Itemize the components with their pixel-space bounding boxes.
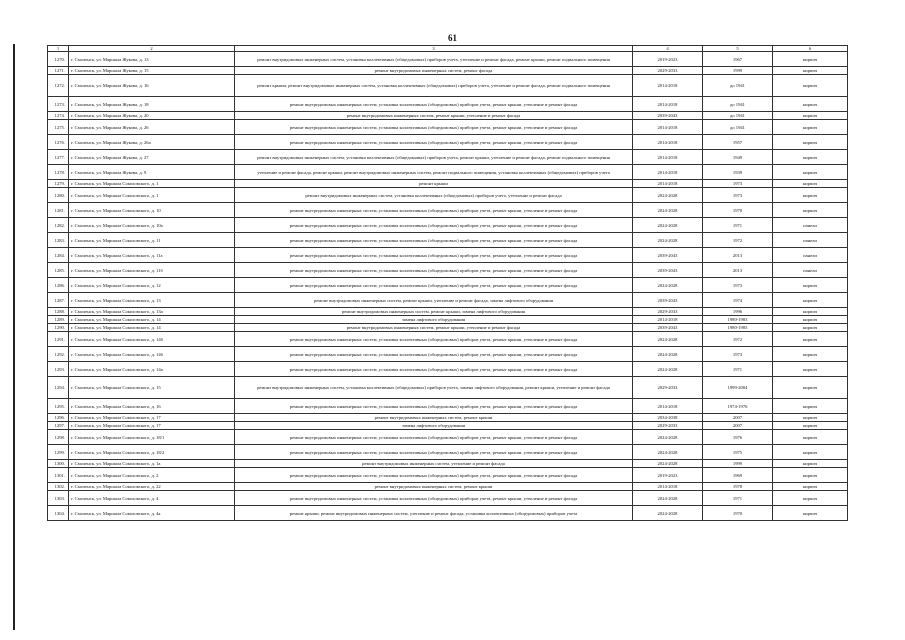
- row-number: 1288.: [48, 308, 69, 316]
- table-row: [48, 468, 848, 483]
- address-cell: г. Смоленск, ул. Маршала Соколовского, д. 17: [69, 422, 235, 430]
- table-row: [48, 150, 848, 165]
- address-cell: г. Смоленск, ул. Маршала Соколовского, д. 11: [69, 233, 235, 248]
- work-type-cell: ремонт внутридомовых инженерных систем, установка коллективных (общедомовых) приборов учета, ремонт крыши, утепление и ремонт фасада: [235, 218, 633, 233]
- address-cell: г. Смоленск, ул. Маршала Соколовского, д. 1: [69, 180, 235, 188]
- address-cell: г. Смоленск, ул. Маршала Соколовского, д. 11а: [69, 248, 235, 263]
- table-row: [48, 377, 848, 399]
- address-cell: г. Смоленск, ул. Маршала Соколовского, д. 11б: [69, 263, 235, 278]
- row-number: 1287.: [48, 293, 69, 308]
- address-cell: г. Смоленск, ул. Маршала Соколовского, д. 12: [69, 278, 235, 293]
- build-year-cell: 1971: [703, 362, 773, 377]
- row-number: 1272.: [48, 75, 69, 97]
- wall-material-cell: кирпич: [773, 399, 848, 414]
- period-cell: 2039-2043: [633, 263, 703, 278]
- work-type-cell: ремонт внутридомовых инженерных систем, установка коллективных (общедомовых) приборов учета, ремонт крыши, утепление и ремонт фасада: [235, 263, 633, 278]
- table-row: [48, 180, 848, 188]
- build-year-cell: 1999: [703, 67, 773, 75]
- table-row: [48, 430, 848, 445]
- page-number: 61: [448, 33, 457, 43]
- address-cell: г. Смоленск, ул. Маршала Соколовского, д. 15: [69, 377, 235, 399]
- address-cell: г. Смоленск, ул. Маршала Соколовского, д. 17: [69, 414, 235, 422]
- build-year-cell: 1967: [703, 52, 773, 67]
- build-year-cell: 1939: [703, 165, 773, 180]
- build-year-cell: 2007: [703, 414, 773, 422]
- period-cell: 2024-2028: [633, 188, 703, 203]
- address-cell: г. Смоленск, ул. Маршала Соколовского, д. 16: [69, 399, 235, 414]
- wall-material-cell: кирпич: [773, 422, 848, 430]
- wall-material-cell: кирпич: [773, 414, 848, 422]
- row-number: 1295.: [48, 399, 69, 414]
- row-number: 1278.: [48, 165, 69, 180]
- work-type-cell: ремонт внутридомовых инженерных систем, установка коллективных (общедомовых) приборов учета, ремонт крыши, утепление и ремонт фасада: [235, 362, 633, 377]
- table-row: [48, 278, 848, 293]
- wall-material-cell: кирпич: [773, 188, 848, 203]
- period-cell: 2029-2033: [633, 377, 703, 399]
- address-cell: г. Смоленск, ул. Маршала Соколовского, д. 14: [69, 324, 235, 332]
- wall-material-cell: кирпич: [773, 135, 848, 150]
- address-cell: г. Смоленск, ул. Маршала Соколовского, д. 14б: [69, 332, 235, 347]
- work-type-cell: ремонт внутридомовых инженерных систем, установка коллективных (общедомовых) приборов учета, ремонт крыши, утепление и ремонт фасада: [235, 347, 633, 362]
- table-row: [48, 399, 848, 414]
- build-year-cell: 2013: [703, 248, 773, 263]
- period-cell: 2024-2028: [633, 430, 703, 445]
- build-year-cell: 1980-1983: [703, 324, 773, 332]
- row-number: 1304.: [48, 506, 69, 521]
- address-cell: г. Смоленск, ул. Маршала Соколовского, д. 1а: [69, 460, 235, 468]
- table-row: [48, 332, 848, 347]
- wall-material-cell: кирпич: [773, 460, 848, 468]
- table-row: [48, 491, 848, 506]
- work-type-cell: ремонт внутридомовых инженерных систем, установка коллективных (общедомовых) приборов учета, утепление и ремонт фасада, ремонт крыши, ремонт подвального помещения: [235, 52, 633, 67]
- period-cell: 2024-2028: [633, 445, 703, 460]
- period-cell: 2014-2018: [633, 316, 703, 324]
- wall-material-cell: кирпич: [773, 332, 848, 347]
- address-cell: г. Смоленск, ул. Маршала Соколовского, д. 10а: [69, 218, 235, 233]
- row-number: 1301.: [48, 468, 69, 483]
- row-number: 1297.: [48, 422, 69, 430]
- work-type-cell: ремонт внутридомовых инженерных систем, ремонт крыши: [235, 483, 633, 491]
- work-type-cell: ремонт внутридомовых инженерных систем, установка коллективных (общедомовых) приборов учета, ремонт крыши, утепление и ремонт фасада: [235, 203, 633, 218]
- period-cell: 2029-2033: [633, 67, 703, 75]
- build-year-cell: 1973: [703, 347, 773, 362]
- period-cell: 2024-2028: [633, 491, 703, 506]
- period-cell: 2014-2018: [633, 120, 703, 135]
- table-row: [48, 233, 848, 248]
- table-row: [48, 316, 848, 324]
- build-year-cell: 1973: [703, 188, 773, 203]
- period-cell: 2024-2028: [633, 203, 703, 218]
- period-cell: 2014-2018: [633, 483, 703, 491]
- wall-material-cell: кирпич: [773, 347, 848, 362]
- address-cell: г. Смоленск, ул. Маршала Соколовского, д. 22: [69, 483, 235, 491]
- build-year-cell: 1957: [703, 135, 773, 150]
- wall-material-cell: кирпич: [773, 293, 848, 308]
- build-year-cell: 1972: [703, 233, 773, 248]
- row-number: 1298.: [48, 430, 69, 445]
- table-row: [48, 414, 848, 422]
- wall-material-cell: кирпич: [773, 180, 848, 188]
- build-year-cell: 1976: [703, 430, 773, 445]
- period-cell: 2014-2018: [633, 399, 703, 414]
- work-type-cell: ремонт внутридомовых инженерных систем, ремонт крыши: [235, 414, 633, 422]
- table-row: [48, 483, 848, 491]
- work-type-cell: ремонт внутридомовых инженерных систем, установка коллективных (общедомовых) приборов учета, ремонт крыши, утепление и ремонт фасада: [235, 445, 633, 460]
- work-type-cell: ремонт внутридомовых инженерных систем, установка коллективных (общедомовых) приборов учета, ремонт крыши, утепление и ремонт фасада: [235, 430, 633, 445]
- wall-material-cell: кирпич: [773, 112, 848, 120]
- period-cell: 2014-2018: [633, 75, 703, 97]
- table-row: [48, 347, 848, 362]
- table-row: [48, 506, 848, 521]
- table-row: [48, 263, 848, 278]
- row-number: 1280.: [48, 188, 69, 203]
- work-type-cell: ремонт внутридомовых инженерных систем, установка коллективных (общедомовых) приборов учета, ремонт крыши, утепление и ремонт фасада: [235, 97, 633, 112]
- column-header: 2: [69, 46, 235, 52]
- wall-material-cell: кирпич: [773, 67, 848, 75]
- table-row: [48, 248, 848, 263]
- margin-rule: [13, 44, 15, 630]
- wall-material-cell: кирпич: [773, 468, 848, 483]
- row-number: 1286.: [48, 278, 69, 293]
- table-row: [48, 165, 848, 180]
- address-cell: г. Смоленск, ул. Маршала Соколовского, д. 18/1: [69, 430, 235, 445]
- row-number: 1290.: [48, 324, 69, 332]
- column-header: 4: [633, 46, 703, 52]
- row-number: 1284.: [48, 248, 69, 263]
- table-row: [48, 308, 848, 316]
- build-year-cell: до 1941: [703, 112, 773, 120]
- table-row: [48, 324, 848, 332]
- period-cell: 2039-2043: [633, 324, 703, 332]
- address-cell: г. Смоленск, ул. Маршала Соколовского, д. 4а: [69, 506, 235, 521]
- work-type-cell: утепление и ремонт фасада, ремонт крыши, ремонт внутридомовых инженерных систем, ремонт подвального помещения, установка коллективных (общедомовых) приборов учета: [235, 165, 633, 180]
- row-number: 1296.: [48, 414, 69, 422]
- period-cell: 2024-2028: [633, 332, 703, 347]
- period-cell: 2019-2023: [633, 52, 703, 67]
- wall-material-cell: кирпич: [773, 75, 848, 97]
- row-number: 1271.: [48, 67, 69, 75]
- period-cell: 2014-2018: [633, 165, 703, 180]
- address-cell: г. Смоленск, ул. Маршала Жукова, д. 9: [69, 165, 235, 180]
- row-number: 1282.: [48, 218, 69, 233]
- work-type-cell: ремонт крыши, ремонт внутридомовых инженерных систем, установка коллективных (общедомовых) приборов учета, утепление и ремонт фасада, ремонт подвального помещения: [235, 75, 633, 97]
- work-type-cell: ремонт внутридомовых инженерных систем, утепление и ремонт фасада: [235, 460, 633, 468]
- build-year-cell: 1969: [703, 468, 773, 483]
- build-year-cell: 1999: [703, 460, 773, 468]
- row-number: 1273.: [48, 97, 69, 112]
- address-cell: г. Смоленск, ул. Маршала Жукова, д. 26а: [69, 135, 235, 150]
- wall-material-cell: кирпич: [773, 278, 848, 293]
- housing-repair-table: [47, 45, 848, 521]
- row-number: 1275.: [48, 120, 69, 135]
- column-header: 5: [703, 46, 773, 52]
- table-row: [48, 445, 848, 460]
- table-row: [48, 188, 848, 203]
- work-type-cell: ремонт внутридомовых инженерных систем, ремонт фасада: [235, 67, 633, 75]
- work-type-cell: ремонт внутридомовых инженерных систем, установка коллективных (общедомовых) приборов учета, ремонт крыши, утепление и ремонт фасада: [235, 248, 633, 263]
- work-type-cell: ремонт внутридомовых инженерных систем, установка коллективных (общедомовых) приборов учета, ремонт крыши, утепление и ремонт фасада: [235, 491, 633, 506]
- row-number: 1289.: [48, 316, 69, 324]
- address-cell: г. Смоленск, ул. Маршала Жукова, д. 20: [69, 112, 235, 120]
- build-year-cell: 1970: [703, 203, 773, 218]
- period-cell: 2039-2043: [633, 248, 703, 263]
- address-cell: г. Смоленск, ул. Маршала Соколовского, д. 18/2: [69, 445, 235, 460]
- row-number: 1276.: [48, 135, 69, 150]
- row-number: 1270.: [48, 52, 69, 67]
- period-cell: 2029-2033: [633, 422, 703, 430]
- work-type-cell: ремонт внутридомовых инженерных систем, установка коллективных (общедомовых) приборов учета, ремонт крыши, утепление и ремонт фасада: [235, 120, 633, 135]
- build-year-cell: 1971: [703, 491, 773, 506]
- build-year-cell: 2013: [703, 263, 773, 278]
- period-cell: 2019-2023: [633, 468, 703, 483]
- work-type-cell: ремонт крыши, ремонт внутридомовых инженерных систем, утепление и ремонт фасада, установка коллективных (общедомовых) приборов учета: [235, 506, 633, 521]
- work-type-cell: замена лифтового оборудования: [235, 316, 633, 324]
- row-number: 1285.: [48, 263, 69, 278]
- period-cell: 2039-2043: [633, 112, 703, 120]
- column-header: 1: [48, 46, 69, 52]
- build-year-cell: 1975: [703, 445, 773, 460]
- address-cell: г. Смоленск, ул. Маршала Жукова, д. 13: [69, 52, 235, 67]
- wall-material-cell: кирпич: [773, 165, 848, 180]
- wall-material-cell: кирпич: [773, 52, 848, 67]
- table-row: [48, 203, 848, 218]
- wall-material-cell: панели: [773, 248, 848, 263]
- row-number: 1274.: [48, 112, 69, 120]
- table-row: [48, 75, 848, 97]
- work-type-cell: ремонт внутридомовых инженерных систем, установка коллективных (общедомовых) приборов учета, ремонт крыши, утепление и ремонт фасада: [235, 332, 633, 347]
- row-number: 1303.: [48, 491, 69, 506]
- period-cell: 2024-2028: [633, 460, 703, 468]
- build-year-cell: 1999-2004: [703, 377, 773, 399]
- work-type-cell: ремонт внутридомовых инженерных систем, установка коллективных (общедомовых) приборов учета, ремонт крыши, утепление и ремонт фасада: [235, 468, 633, 483]
- wall-material-cell: панели: [773, 218, 848, 233]
- wall-material-cell: кирпич: [773, 203, 848, 218]
- address-cell: г. Смоленск, ул. Маршала Соколовского, д. 14: [69, 316, 235, 324]
- row-number: 1300.: [48, 460, 69, 468]
- period-cell: 2034-2038: [633, 414, 703, 422]
- table-row: [48, 218, 848, 233]
- wall-material-cell: кирпич: [773, 483, 848, 491]
- build-year-cell: до 1941: [703, 75, 773, 97]
- work-type-cell: замена лифтового оборудования: [235, 422, 633, 430]
- address-cell: г. Смоленск, ул. Маршала Жукова, д. 26: [69, 120, 235, 135]
- period-cell: 2039-2043: [633, 293, 703, 308]
- wall-material-cell: кирпич: [773, 316, 848, 324]
- address-cell: г. Смоленск, ул. Маршала Соколовского, д. 14б: [69, 347, 235, 362]
- wall-material-cell: кирпич: [773, 150, 848, 165]
- period-cell: 2024-2028: [633, 218, 703, 233]
- build-year-cell: 1973: [703, 180, 773, 188]
- table-row: [48, 52, 848, 67]
- work-type-cell: ремонт внутридомовых инженерных систем, установка коллективных (общедомовых) приборов учета, ремонт крыши, утепление и ремонт фасада: [235, 399, 633, 414]
- wall-material-cell: кирпич: [773, 491, 848, 506]
- address-cell: г. Смоленск, ул. Маршала Соколовского, д. 1: [69, 188, 235, 203]
- address-cell: г. Смоленск, ул. Маршала Соколовского, д. 13а: [69, 308, 235, 316]
- period-cell: 2014-2018: [633, 150, 703, 165]
- work-type-cell: ремонт внутридомовых инженерных систем, установка коллективных (общедомовых) приборов учета, ремонт крыши, утепление и ремонт фасада: [235, 278, 633, 293]
- build-year-cell: 1974-1976: [703, 399, 773, 414]
- address-cell: г. Смоленск, ул. Маршала Жукова, д. 27: [69, 150, 235, 165]
- table-row: [48, 460, 848, 468]
- build-year-cell: 1949: [703, 150, 773, 165]
- build-year-cell: до 1941: [703, 97, 773, 112]
- wall-material-cell: панели: [773, 263, 848, 278]
- wall-material-cell: кирпич: [773, 362, 848, 377]
- work-type-cell: ремонт внутридомовых инженерных систем, ремонт крыши, замена лифтового оборудования: [235, 308, 633, 316]
- build-year-cell: 1996: [703, 308, 773, 316]
- table-row: [48, 135, 848, 150]
- table-row: [48, 422, 848, 430]
- period-cell: 2024-2028: [633, 362, 703, 377]
- work-type-cell: ремонт внутридомовых инженерных систем, установка коллективных (общедомовых) приборов учета, ремонт крыши, утепление и ремонт фасада: [235, 135, 633, 150]
- table-row: [48, 112, 848, 120]
- row-number: 1292.: [48, 347, 69, 362]
- period-cell: 2024-2028: [633, 347, 703, 362]
- build-year-cell: 1970: [703, 506, 773, 521]
- wall-material-cell: кирпич: [773, 377, 848, 399]
- address-cell: г. Смоленск, ул. Маршала Соколовского, д. 10: [69, 203, 235, 218]
- table-row: [48, 120, 848, 135]
- build-year-cell: 1974: [703, 293, 773, 308]
- period-cell: 2024-2028: [633, 233, 703, 248]
- period-cell: 2014-2018: [633, 135, 703, 150]
- row-number: 1293.: [48, 362, 69, 377]
- address-cell: г. Смоленск, ул. Маршала Соколовского, д. 4: [69, 491, 235, 506]
- row-number: 1294.: [48, 377, 69, 399]
- column-header: 6: [773, 46, 848, 52]
- period-cell: 2014-2018: [633, 180, 703, 188]
- wall-material-cell: кирпич: [773, 445, 848, 460]
- row-number: 1299.: [48, 445, 69, 460]
- address-cell: г. Смоленск, ул. Маршала Жукова, д. 18: [69, 97, 235, 112]
- row-number: 1281.: [48, 203, 69, 218]
- address-cell: г. Смоленск, ул. Маршала Соколовского, д. 2: [69, 468, 235, 483]
- work-type-cell: ремонт внутридомовых инженерных систем, ремонт крыши, утепление и ремонт фасада: [235, 112, 633, 120]
- row-number: 1302.: [48, 483, 69, 491]
- address-cell: г. Смоленск, ул. Маршала Жукова, д. 16: [69, 75, 235, 97]
- period-cell: 2029-2033: [633, 308, 703, 316]
- build-year-cell: 1972: [703, 332, 773, 347]
- work-type-cell: ремонт внутридомовых инженерных систем, ремонт крыши, утепление и ремонт фасада, замена лифтового оборудования: [235, 293, 633, 308]
- build-year-cell: до 1941: [703, 120, 773, 135]
- build-year-cell: 1980-1983: [703, 316, 773, 324]
- build-year-cell: 1971: [703, 218, 773, 233]
- table-row: [48, 293, 848, 308]
- period-cell: 2024-2028: [633, 278, 703, 293]
- work-type-cell: ремонт внутридомовых инженерных систем, ремонт крыши, утепление и ремонт фасада: [235, 324, 633, 332]
- work-type-cell: ремонт внутридомовых инженерных систем, установка коллективных (общедомовых) приборов учета, ремонт крыши, утепление и ремонт фасада: [235, 233, 633, 248]
- wall-material-cell: кирпич: [773, 97, 848, 112]
- row-number: 1291.: [48, 332, 69, 347]
- table-row: [48, 97, 848, 112]
- row-number: 1283.: [48, 233, 69, 248]
- table-row: [48, 362, 848, 377]
- work-type-cell: ремонт внутридомовых инженерных систем, установка коллективных (общедомовых) приборов учета, замена лифтового оборудования, ремонт крыши, утепление и ремонт фасада: [235, 377, 633, 399]
- address-cell: г. Смоленск, ул. Маршала Соколовского, д. 13: [69, 293, 235, 308]
- wall-material-cell: кирпич: [773, 430, 848, 445]
- address-cell: г. Смоленск, ул. Маршала Соколовского, д. 14а: [69, 362, 235, 377]
- work-type-cell: ремонт крыши: [235, 180, 633, 188]
- work-type-cell: ремонт внутридомовых инженерных систем, установка коллективных (общедомовых) приборов учета, утепление и ремонт фасада: [235, 188, 633, 203]
- table-row: [48, 67, 848, 75]
- work-type-cell: ремонт внутридомовых инженерных систем, установка коллективных (общедомовых) приборов учета, ремонт крыши, утепление и ремонт фасада, ремонт подвального помещения: [235, 150, 633, 165]
- wall-material-cell: кирпич: [773, 324, 848, 332]
- build-year-cell: 1973: [703, 278, 773, 293]
- build-year-cell: 1978: [703, 483, 773, 491]
- period-cell: 2024-2028: [633, 506, 703, 521]
- build-year-cell: 2007: [703, 422, 773, 430]
- row-number: 1279.: [48, 180, 69, 188]
- period-cell: 2014-2018: [633, 97, 703, 112]
- wall-material-cell: панели: [773, 233, 848, 248]
- wall-material-cell: кирпич: [773, 506, 848, 521]
- column-header: 3: [235, 46, 633, 52]
- wall-material-cell: кирпич: [773, 308, 848, 316]
- address-cell: г. Смоленск, ул. Маршала Жукова, д. 15: [69, 67, 235, 75]
- wall-material-cell: кирпич: [773, 120, 848, 135]
- row-number: 1277.: [48, 150, 69, 165]
